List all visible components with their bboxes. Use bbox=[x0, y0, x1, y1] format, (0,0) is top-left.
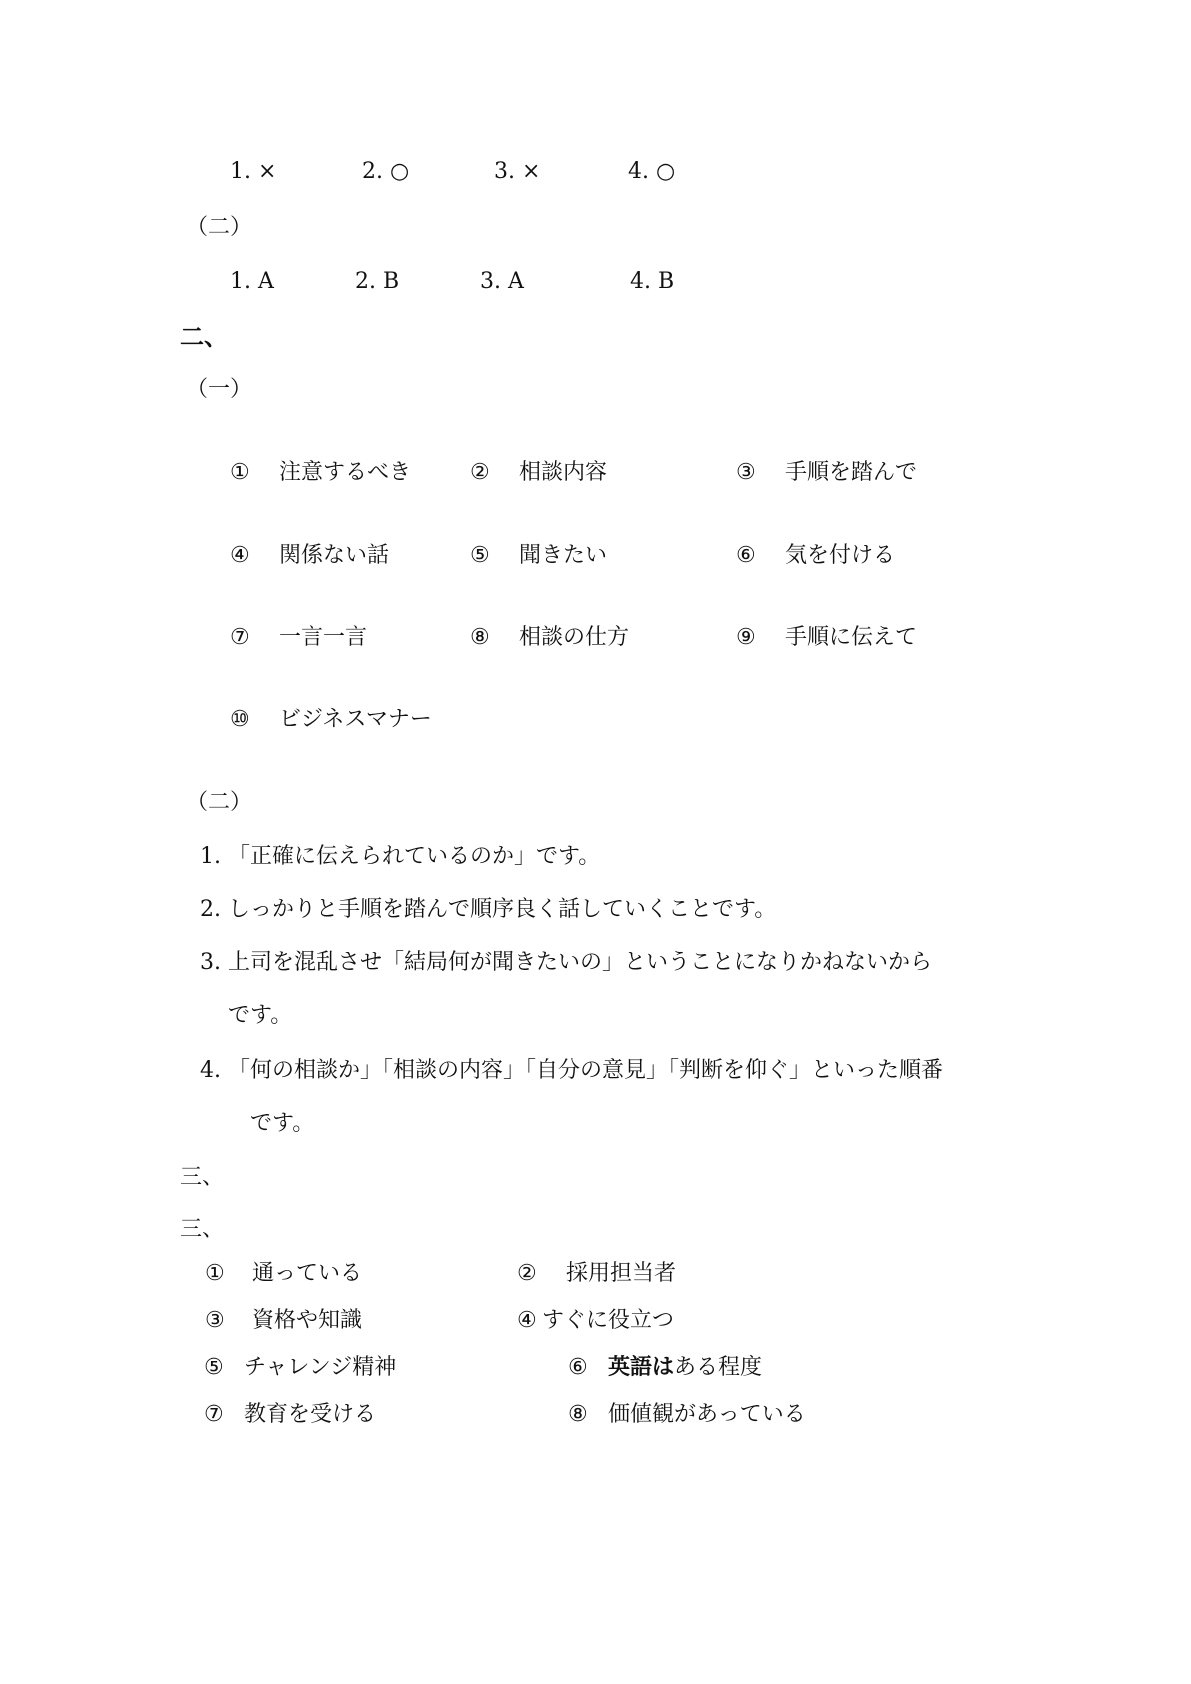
s3-text-7: 教育を受ける bbox=[244, 1402, 377, 1427]
section3-heading: 三、 bbox=[180, 1165, 225, 1190]
blank-number-4: ④ bbox=[230, 543, 250, 568]
s3-number-3: ③ bbox=[205, 1308, 225, 1333]
s3-text-6-bold: 英語は bbox=[608, 1355, 675, 1380]
s3-number-6: ⑥ bbox=[568, 1355, 588, 1380]
blank-number-8: ⑧ bbox=[470, 625, 490, 650]
s3-text-8: 価値観があっている bbox=[608, 1402, 806, 1427]
short-answer-4-cont: です。 bbox=[250, 1111, 315, 1136]
s3-number-5: ⑤ bbox=[204, 1355, 224, 1380]
section3-heading-repeat: 三、 bbox=[180, 1217, 225, 1242]
sub2-heading: （二） bbox=[186, 215, 253, 240]
s3-text-3: 資格や知識 bbox=[252, 1308, 363, 1333]
blank-number-10: ⑩ bbox=[230, 707, 250, 732]
s3-text-5: チャレンジ精神 bbox=[244, 1355, 397, 1380]
blank-text-10: ビジネスマナー bbox=[279, 707, 432, 732]
blank-text-4: 関係ない話 bbox=[279, 543, 390, 568]
section2-heading: 二、 bbox=[180, 322, 228, 351]
s3-text-4: すぐに役立つ bbox=[542, 1308, 675, 1333]
short-answer-3: 3. 上司を混乱させ「結局何が聞きたいの」ということになりかねないから bbox=[200, 950, 932, 975]
tf-answer-2: 2. ○ bbox=[362, 159, 410, 184]
short-answer-1: 1. 「正確に伝えられているのか」です。 bbox=[200, 844, 601, 869]
short-answer-2: 2. しっかりと手順を踏んで順序良く話していくことです。 bbox=[200, 897, 777, 922]
mc-answer-4: 4. B bbox=[630, 269, 675, 294]
blank-text-8: 相談の仕方 bbox=[519, 625, 630, 650]
short-answer-3-cont: です。 bbox=[228, 1003, 293, 1028]
blank-number-7: ⑦ bbox=[230, 625, 250, 650]
short-answer-4: 4. 「何の相談か」「相談の内容」「自分の意見」「判断を仰ぐ」といった順番 bbox=[200, 1058, 943, 1083]
blank-number-6: ⑥ bbox=[736, 543, 756, 568]
s3-number-1: ① bbox=[205, 1261, 225, 1286]
blank-text-9: 手順に伝えて bbox=[785, 625, 918, 650]
blank-number-1: ① bbox=[230, 460, 250, 485]
blank-number-9: ⑨ bbox=[736, 625, 756, 650]
s3-text-6-rest: ある程度 bbox=[674, 1355, 763, 1380]
blank-number-3: ③ bbox=[736, 460, 756, 485]
s3-number-7: ⑦ bbox=[204, 1402, 224, 1427]
tf-answer-3: 3. × bbox=[494, 159, 541, 184]
s3-text-2: 採用担当者 bbox=[566, 1261, 677, 1286]
tf-answer-4: 4. ○ bbox=[628, 159, 676, 184]
blank-text-1: 注意するべき bbox=[279, 460, 412, 485]
s3-number-2: ② bbox=[517, 1261, 537, 1286]
blank-text-7: 一言一言 bbox=[279, 625, 368, 650]
blank-text-3: 手順を踏んで bbox=[785, 460, 918, 485]
s3-number-8: ⑧ bbox=[568, 1402, 588, 1427]
s3-number-4: ④ bbox=[517, 1308, 537, 1333]
blank-number-5: ⑤ bbox=[470, 543, 490, 568]
mc-answer-1: 1. A bbox=[230, 269, 274, 294]
blank-text-6: 気を付ける bbox=[785, 543, 896, 568]
mc-answer-3: 3. A bbox=[480, 269, 524, 294]
tf-answer-1: 1. × bbox=[230, 159, 277, 184]
mc-answer-2: 2. B bbox=[355, 269, 400, 294]
blank-number-2: ② bbox=[470, 460, 490, 485]
section2-sub2-heading: （二） bbox=[186, 790, 253, 815]
s3-text-6 bbox=[608, 1354, 762, 1382]
blank-text-2: 相談内容 bbox=[519, 460, 608, 485]
s3-text-1: 通っている bbox=[252, 1261, 363, 1286]
section2-sub1-heading: （一） bbox=[186, 377, 253, 402]
blank-text-5: 聞きたい bbox=[519, 543, 608, 568]
